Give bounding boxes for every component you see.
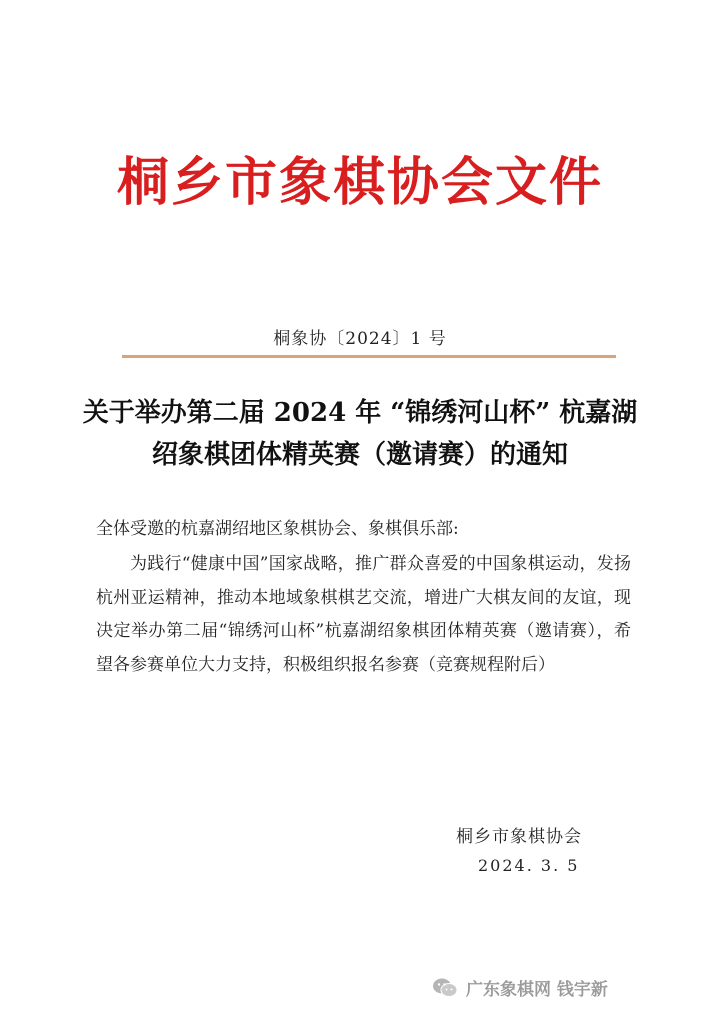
watermark-text: 广东象棋网 钱宇新 xyxy=(466,980,608,1000)
header-divider xyxy=(122,355,616,358)
salutation: 全体受邀的杭嘉湖绍地区象棋协会、象棋俱乐部: xyxy=(96,519,459,539)
body-paragraph: 为践行“健康中国”国家战略，推广群众喜爱的中国象棋运动，发扬杭州亚运精神，推动本地域象棋棋艺交流，增进广大棋友间的友谊，现决定举办第二届“锦绣河山杯”杭嘉湖绍象棋团体精英赛（邀请赛），希望各参赛单位大力支持，积极组织报名参赛（竞赛规程附后） xyxy=(96,554,631,675)
wechat-icon xyxy=(432,977,458,999)
signature-date: 2024. 3. 5 xyxy=(478,856,580,875)
document-number: 桐象协〔2024〕1 号 xyxy=(273,329,447,349)
document-title xyxy=(60,392,660,476)
document-title-line-1: 关于举办第二届 2024 年 “锦绣河山杯” 杭嘉湖 xyxy=(82,398,638,428)
document-title-line-2: 绍象棋团体精英赛（邀请赛）的通知 xyxy=(151,440,568,470)
watermark xyxy=(432,975,608,1000)
signature-organization: 桐乡市象棋协会 xyxy=(456,827,582,847)
document-header-title: 桐乡市象棋协会文件 xyxy=(116,152,603,213)
